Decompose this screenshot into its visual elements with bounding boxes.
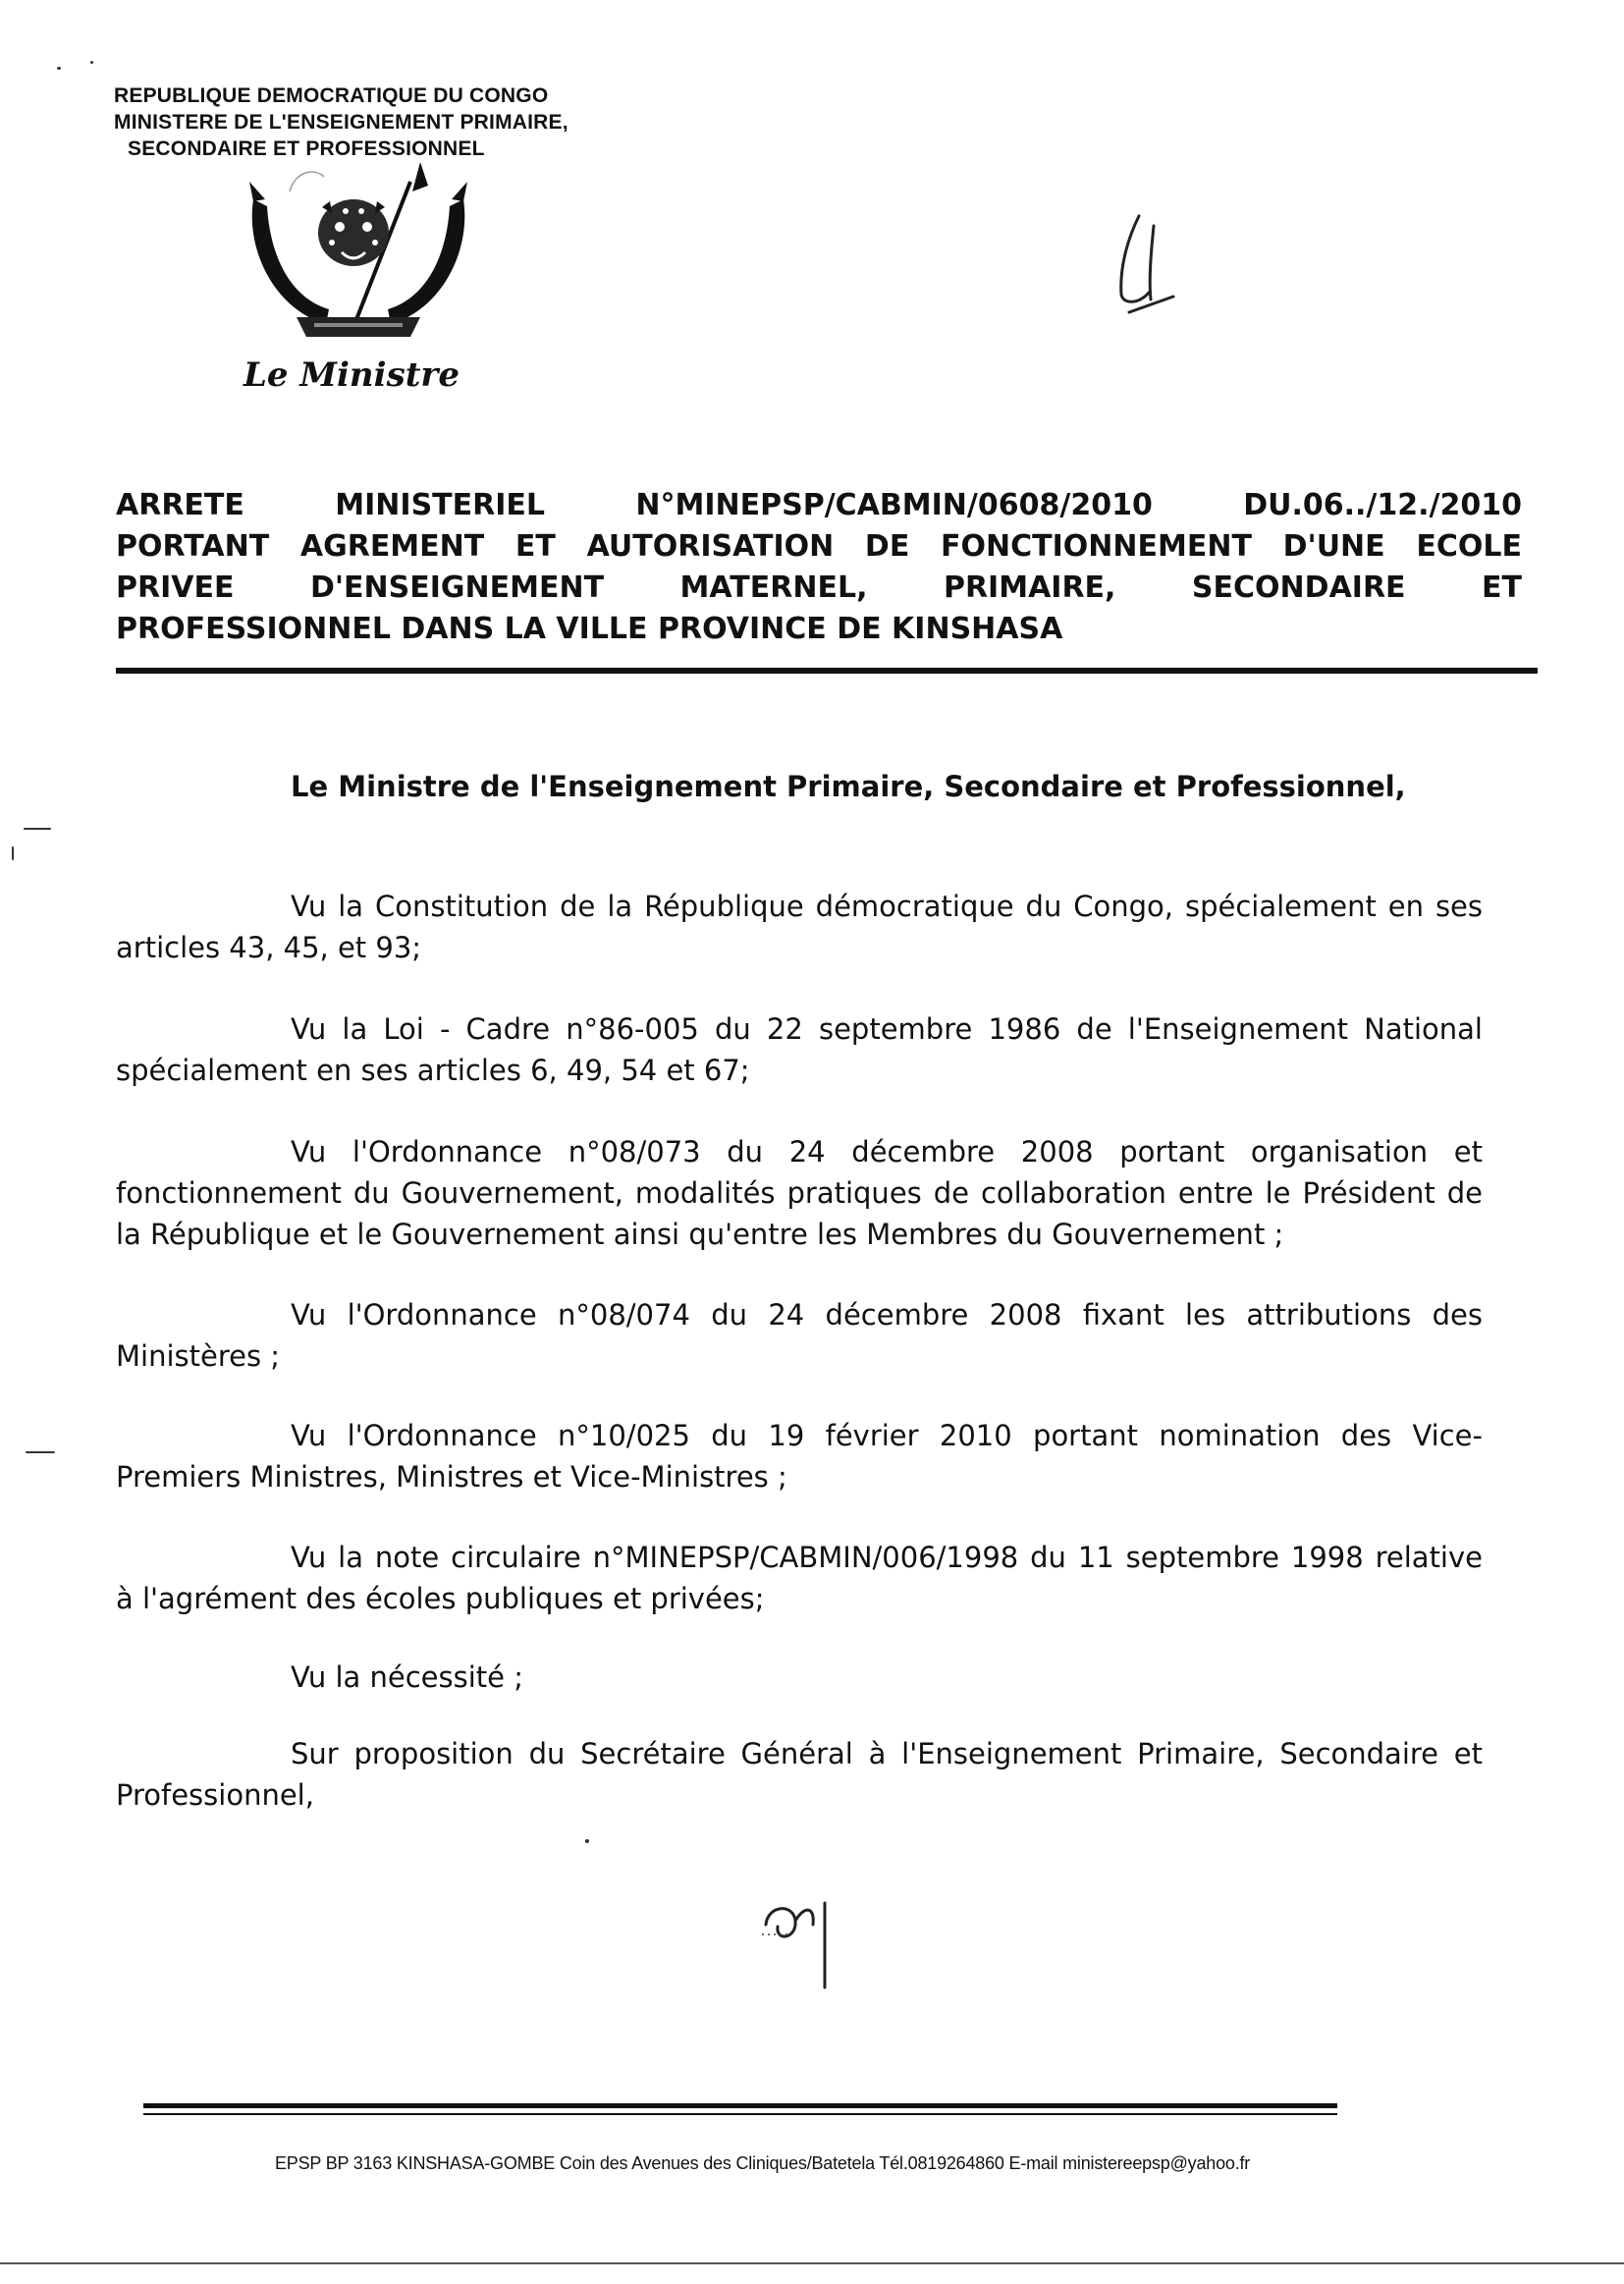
header-country: REPUBLIQUE DEMOCRATIQUE DU CONGO [114,84,549,107]
consideration-paragraph: Sur proposition du Secrétaire Général à l'Enseignement Primaire, Secondaire et Professionnel, [116,1737,1483,1812]
consideration-paragraph: Vu la note circulaire n°MINEPSP/CABMIN/006/1998 du 11 septembre 1998 relative à l'agrément des écoles publiques et privées; [116,1541,1483,1615]
consideration-paragraph: Vu l'Ordonnance n°08/074 du 24 décembre 2008 fixant les attributions des Ministères ; [116,1298,1483,1373]
scan-speck [90,61,93,64]
scan-speck [12,846,14,860]
minister-heading: Le Ministre de l'Enseignement Primaire, Secondaire et Professionnel, [291,770,1406,803]
page-bottom-edge [0,2262,1624,2264]
signatory-title: Le Ministre [244,355,460,395]
consideration-paragraph: Vu l'Ordonnance n°08/073 du 24 décembre 2008 portant organisation et fonctionnement du Gouvernement, modalités pratiques de collaboration entre le Président de la République et le Gouvernement ainsi qu'entre les Membres du Gouvernement ; [116,1135,1483,1251]
consideration-paragraph: Vu la Constitution de la République démocratique du Congo, spécialement en ses articles 43, 45, et 93; [116,890,1483,964]
scan-speck [24,828,51,830]
consideration-paragraph: Vu l'Ordonnance n°10/025 du 19 février 2010 portant nomination des Vice-Premiers Ministres, Ministres et Vice-Ministres ; [116,1419,1483,1494]
consideration-paragraph: Vu la Loi - Cadre n°86-005 du 22 septembre 1986 de l'Enseignement National spécialement en ses articles 6, 49, 54 et 67; [116,1012,1483,1087]
scan-speck [585,1839,589,1843]
consideration-paragraph: Vu la nécessité ; [291,1660,523,1694]
title-row-4: PROFESSIONNEL DANS LA VILLE PROVINCE DE KINSHASA [116,612,1063,646]
scan-speck [57,67,61,70]
handwritten-paraph [756,1885,864,1993]
footer-address: EPSP BP 3163 KINSHASA-GOMBE Coin des Avenues des Cliniques/Batetela Tél.0819264860 E-mail ministereepsp@yahoo.fr [275,2153,1251,2173]
ministeriel-label: MINISTERIEL [335,488,546,522]
handwritten-initials [1100,206,1188,324]
coat-of-arms-icon [236,162,481,349]
title-divider [116,668,1538,674]
footer-divider-thick [143,2103,1337,2108]
header-ministry-line2: SECONDAIRE ET PROFESSIONNEL [128,137,485,160]
header-ministry-line1: MINISTERE DE L'ENSEIGNEMENT PRIMAIRE, [114,111,568,134]
title-row-2: PORTANT AGREMENT ET AUTORISATION DE FONCTIONNEMENT D'UNE ECOLE [116,529,1522,564]
title-row-1 [116,485,1522,526]
title-row-3: PRIVEE D'ENSEIGNEMENT MATERNEL, PRIMAIRE, SECONDAIRE ET [116,571,1522,605]
arrete-label: ARRETE [116,488,244,522]
decree-reference: N°MINEPSP/CABMIN/0608/2010 [635,488,1153,522]
scan-speck [26,1451,55,1453]
footer-divider-thin [143,2113,1337,2115]
decree-date: DU.06../12./2010 [1243,488,1522,522]
